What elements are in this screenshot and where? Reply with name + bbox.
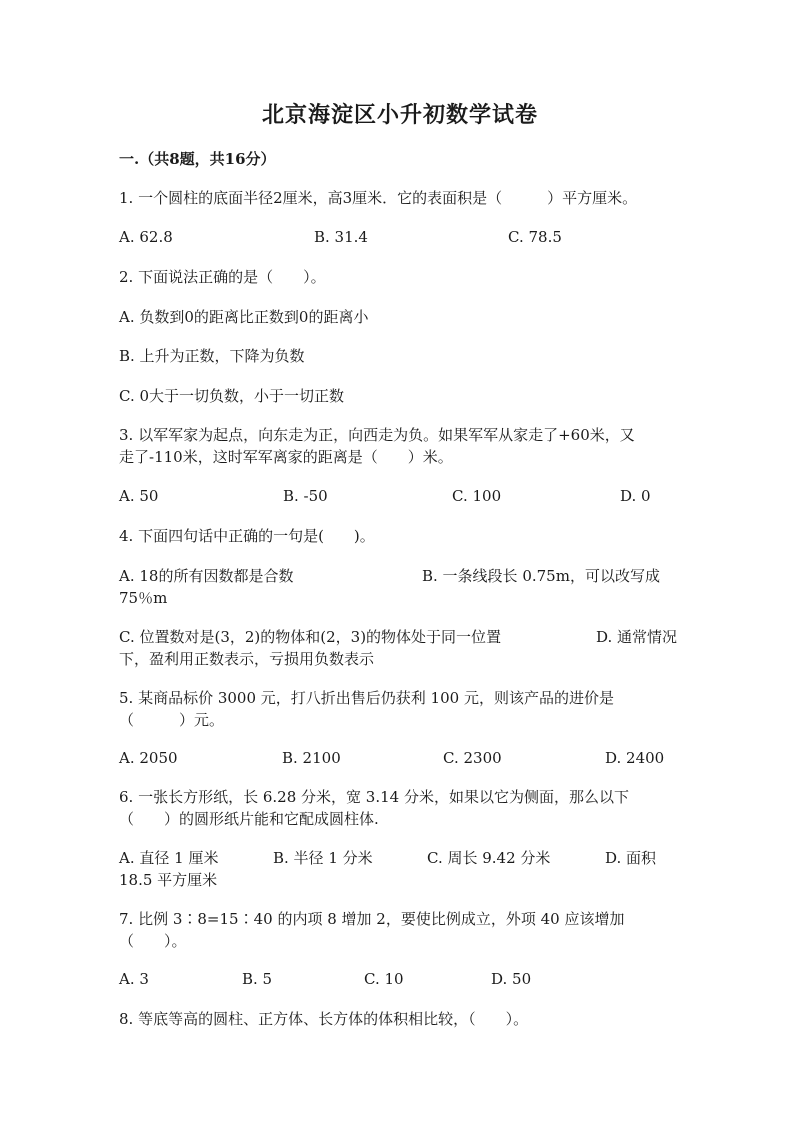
question-5-stem-line-2: （ ）元。 xyxy=(119,711,225,729)
question-5-option-a[interactable]: A. 2050 xyxy=(119,749,178,767)
question-6-stem-line-2: （ ）的圆形纸片能和它配成圆柱体. xyxy=(119,810,379,828)
question-4-stem: 4. 下面四句话中正确的一句是( )。 xyxy=(119,527,375,545)
question-1-stem: 1. 一个圆柱的底面半径2厘米，高3厘米．它的表面积是（ ）平方厘米。 xyxy=(119,189,638,207)
question-8-stem: 8. 等底等高的圆柱、正方体、长方体的体积相比较，（ ）。 xyxy=(119,1010,529,1028)
question-4-option-d[interactable]: D. 通常情况 xyxy=(596,628,678,646)
question-2-option-a[interactable]: A. 负数到0的距离比正数到0的距离小 xyxy=(119,308,369,326)
question-5-option-b[interactable]: B. 2100 xyxy=(282,749,341,767)
question-6-option-a[interactable]: A. 直径 1 厘米 xyxy=(119,849,219,867)
question-6-option-b[interactable]: B. 半径 1 分米 xyxy=(273,849,373,867)
question-6-option-d[interactable]: D. 面积 xyxy=(605,849,657,867)
section-heading: 一.（共8题，共16分） xyxy=(119,150,276,168)
question-7-option-c[interactable]: C. 10 xyxy=(364,970,404,988)
question-3-stem-line-2: 走了-110米，这时军军离家的距离是（ ）米。 xyxy=(119,448,453,466)
question-5-option-d[interactable]: D. 2400 xyxy=(605,749,665,767)
question-6-option-c[interactable]: C. 周长 9.42 分米 xyxy=(427,849,551,867)
question-4-option-c[interactable]: C. 位置数对是(3，2)的物体和(2，3)的物体处于同一位置 xyxy=(119,628,502,646)
question-2-stem: 2. 下面说法正确的是（ ）。 xyxy=(119,268,326,286)
question-4-option-d-continued: 下，盈利用正数表示，亏损用负数表示 xyxy=(119,650,375,668)
question-7-stem-line-2: （ ）。 xyxy=(119,932,187,950)
question-3-option-c[interactable]: C. 100 xyxy=(452,487,502,505)
exam-title: 北京海淀区小升初数学试卷 xyxy=(261,102,538,128)
question-6-option-d-continued: 18.5 平方厘米 xyxy=(119,871,218,889)
question-7-stem-line-1: 7. 比例 3∶8=15∶40 的内项 8 增加 2，要使比例成立，外项 40 应该增加 xyxy=(119,910,625,928)
question-1-option-b[interactable]: B. 31.4 xyxy=(314,228,368,246)
question-4-option-a[interactable]: A. 18的所有因数都是合数 xyxy=(119,567,294,585)
question-2-option-b[interactable]: B. 上升为正数，下降为负数 xyxy=(119,347,305,365)
question-5-option-c[interactable]: C. 2300 xyxy=(443,749,502,767)
question-7-option-b[interactable]: B. 5 xyxy=(242,970,273,988)
question-4-option-b[interactable]: B. 一条线段长 0.75m，可以改写成 xyxy=(422,567,660,585)
question-7-option-d[interactable]: D. 50 xyxy=(491,970,532,988)
question-3-option-a[interactable]: A. 50 xyxy=(119,487,159,505)
question-3-option-b[interactable]: B. -50 xyxy=(283,487,328,505)
question-1-option-c[interactable]: C. 78.5 xyxy=(508,228,562,246)
question-3-option-d[interactable]: D. 0 xyxy=(620,487,651,505)
question-5-stem-line-1: 5. 某商品标价 3000 元，打八折出售后仍获利 100 元，则该产品的进价是 xyxy=(119,689,614,707)
question-6-stem-line-1: 6. 一张长方形纸，长 6.28 分米，宽 3.14 分米，如果以它为侧面，那么以下 xyxy=(119,788,629,806)
question-4-option-b-continued: 75％m xyxy=(119,589,168,607)
question-3-stem-line-1: 3. 以军军家为起点，向东走为正，向西走为负。如果军军从家走了+60米，又 xyxy=(119,426,635,444)
question-2-option-c[interactable]: C. 0大于一切负数，小于一切正数 xyxy=(119,387,345,405)
question-1-option-a[interactable]: A. 62.8 xyxy=(119,228,173,246)
question-7-option-a[interactable]: A. 3 xyxy=(119,970,149,988)
